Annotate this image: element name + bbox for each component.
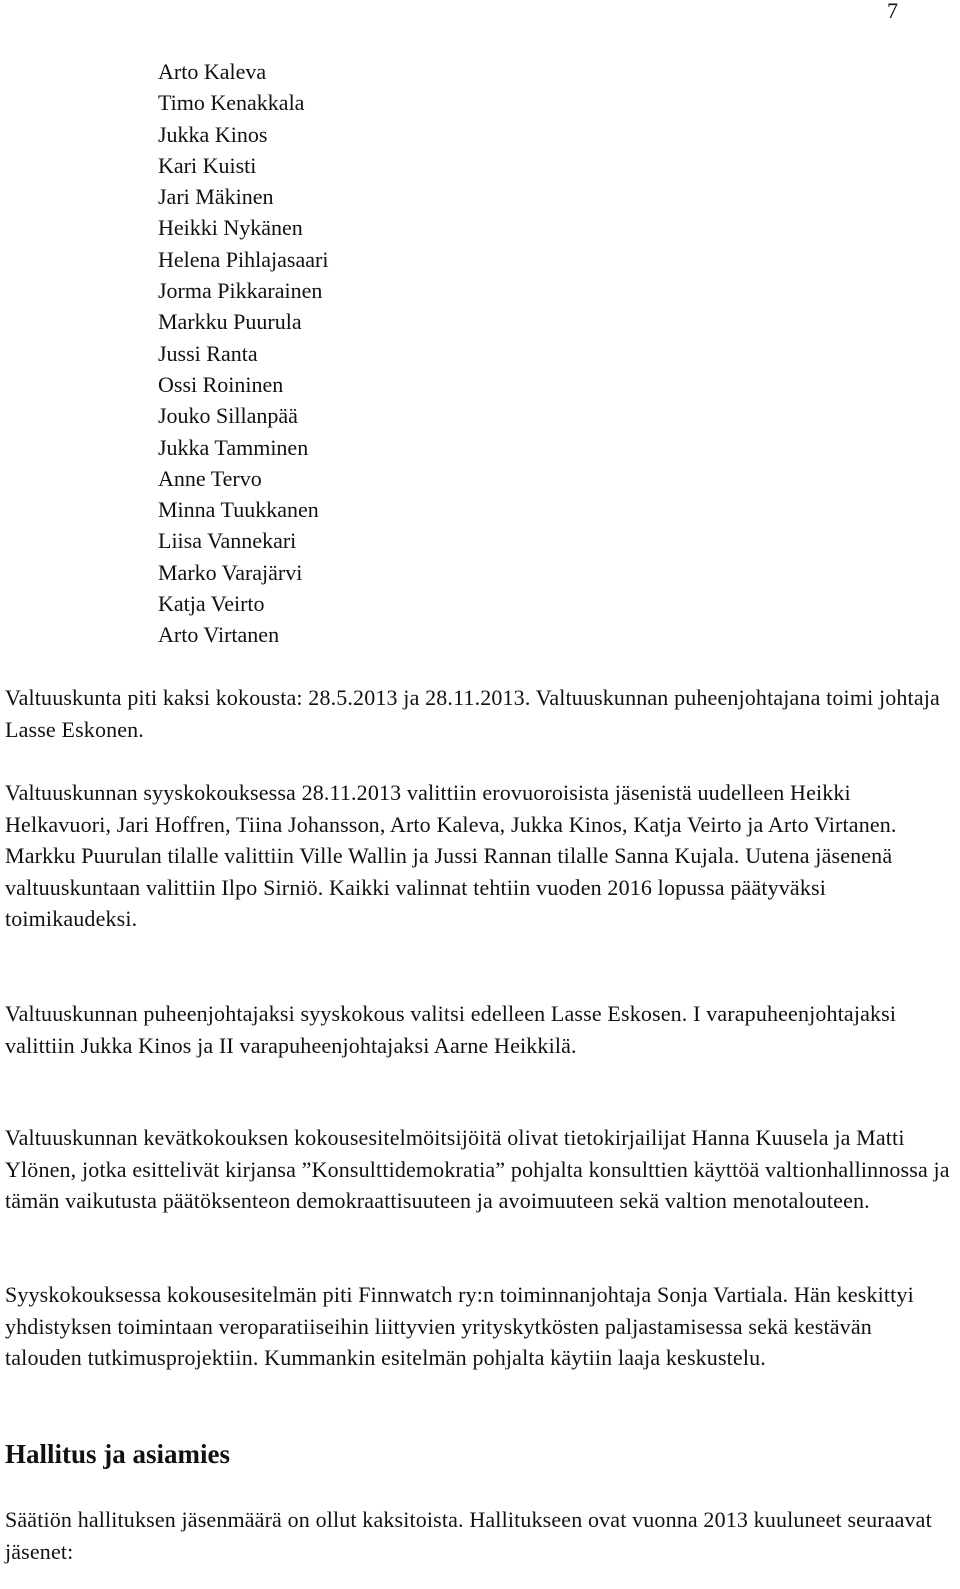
page-number: 7 [887, 0, 898, 23]
member-name: Jussi Ranta [158, 340, 258, 366]
member-name: Marko Varajärvi [158, 559, 303, 585]
member-name: Katja Veirto [158, 591, 265, 617]
member-name: Jouko Sillanpää [158, 403, 298, 429]
member-name: Jari Mäkinen [158, 184, 274, 210]
member-name: Timo Kenakkala [158, 90, 305, 116]
member-name: Jorma Pikkarainen [158, 278, 323, 304]
spring-speakers-paragraph: Valtuuskunnan kevätkokouksen kokousesitelmöitsijöitä olivat tietokirjailijat Hanna Kuusela ja Matti Ylönen, jotka esittelivät kirjansa ”Konsulttidemokratia” pohjalta konsulttien käyttöä valtionhallinnossa ja tämän vaikutusta päätöksenteon demokraattisuuteen ja avoimuuteen sekä valtion menotalouteen. [5, 1125, 950, 1213]
member-name: Arto Virtanen [158, 622, 280, 648]
member-name: Jukka Tamminen [158, 434, 309, 460]
member-name: Minna Tuukkanen [158, 497, 319, 523]
meetings-paragraph: Valtuuskunta piti kaksi kokousta: 28.5.2013 ja 28.11.2013. Valtuuskunnan puheenjohtajana toimi johtaja Lasse Eskonen. [5, 685, 940, 742]
member-list [158, 56, 328, 651]
member-name: Heikki Nykänen [158, 215, 303, 241]
member-name: Helena Pihlajasaari [158, 246, 329, 272]
chair-election-paragraph: Valtuuskunnan puheenjohtajaksi syyskokous valitsi edelleen Lasse Eskosen. I varapuheenjohtajaksi valittiin Jukka Kinos ja II varapuheenjohtajaksi Aarne Heikkilä. [5, 1001, 897, 1058]
member-name: Anne Tervo [158, 465, 262, 491]
autumn-speaker-paragraph: Syyskokouksessa kokousesitelmän piti Finnwatch ry:n toiminnanjohtaja Sonja Vartiala. Hän keskittyi yhdistyksen toimintaan veroparatiiseihin liittyvien yrityskytkösten paljastamisessa sekä kestävän talouden tutkimusprojektiin. Kummankin esitelmän pohjalta käytiin laaja keskustelu. [5, 1282, 914, 1370]
elections-paragraph: Valtuuskunnan syyskokouksessa 28.11.2013 valittiin erovuoroisista jäsenistä uudelleen Heikki Helkavuori, Jari Hoffren, Tiina Johansson, Arto Kaleva, Jukka Kinos, Katja Veirto ja Arto Virtanen. Markku Puurulan tilalle valittiin Ville Wallin ja Jussi Rannan tilalle Sanna Kujala. Uutena jäsenenä valtuuskuntaan valittiin Ilpo Sirniö. Kaikki valinnat tehtiin vuoden 2016 lopussa päätyväksi toimikaudeksi. [5, 780, 897, 931]
section-heading: Hallitus ja asiamies [5, 1439, 231, 1469]
member-name: Kari Kuisti [158, 152, 257, 178]
member-name: Liisa Vannekari [158, 528, 297, 554]
member-name: Ossi Roininen [158, 371, 284, 397]
member-name: Arto Kaleva [158, 59, 267, 84]
member-name: Markku Puurula [158, 309, 302, 335]
member-name: Jukka Kinos [158, 121, 268, 147]
board-intro-paragraph: Säätiön hallituksen jäsenmäärä on ollut kaksitoista. Hallitukseen ovat vuonna 2013 kuuluneet seuraavat jäsenet: [5, 1507, 932, 1564]
